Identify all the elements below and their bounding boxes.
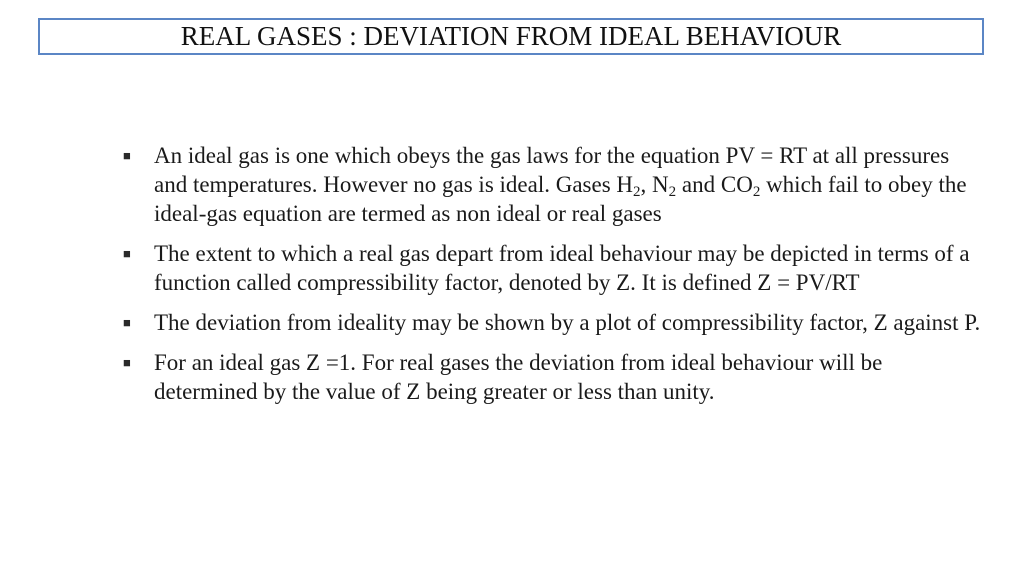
bullet-item bbox=[123, 308, 983, 337]
slide-title: REAL GASES : DEVIATION FROM IDEAL BEHAVIOUR bbox=[180, 21, 842, 51]
bullet-item bbox=[123, 348, 983, 406]
square-bullet-icon: ■ bbox=[123, 315, 131, 330]
bullet-text-ideal-z: For an ideal gas Z =1. For real gases the deviation from ideal behaviour will be determined by the value of Z being greater or less than unity. bbox=[154, 350, 883, 404]
bullet-item bbox=[123, 141, 983, 228]
square-bullet-icon: ■ bbox=[123, 148, 131, 163]
bullet-text-part: and CO bbox=[676, 172, 753, 197]
square-bullet-icon: ■ bbox=[123, 246, 131, 261]
subscript: 2 bbox=[633, 184, 641, 200]
bullet-text-part: , N bbox=[640, 172, 669, 197]
bullet-text-compressibility: The extent to which a real gas depart from ideal behaviour may be depicted in terms of a function called compressibility factor, denoted by Z. It is defined Z = PV/RT bbox=[154, 241, 970, 295]
bullet-list bbox=[123, 141, 983, 417]
square-bullet-icon: ■ bbox=[123, 355, 131, 370]
bullet-item bbox=[123, 239, 983, 297]
bullet-text-deviation-plot: The deviation from ideality may be shown by a plot of compressibility factor, Z against P. bbox=[154, 310, 981, 335]
subscript: 2 bbox=[668, 184, 677, 200]
subscript: 2 bbox=[752, 184, 761, 200]
bullet-text-ideal-gas bbox=[154, 141, 983, 228]
bullet-text-part: An ideal gas is one which obeys the gas laws for the equation PV = RT at all pressures and temperatures. However no gas is ideal. Gases H bbox=[154, 143, 950, 197]
bullet-text-part: which fail to obey the ideal-gas equation are termed as non ideal or real gases bbox=[154, 172, 967, 226]
slide-title-box bbox=[38, 18, 984, 55]
